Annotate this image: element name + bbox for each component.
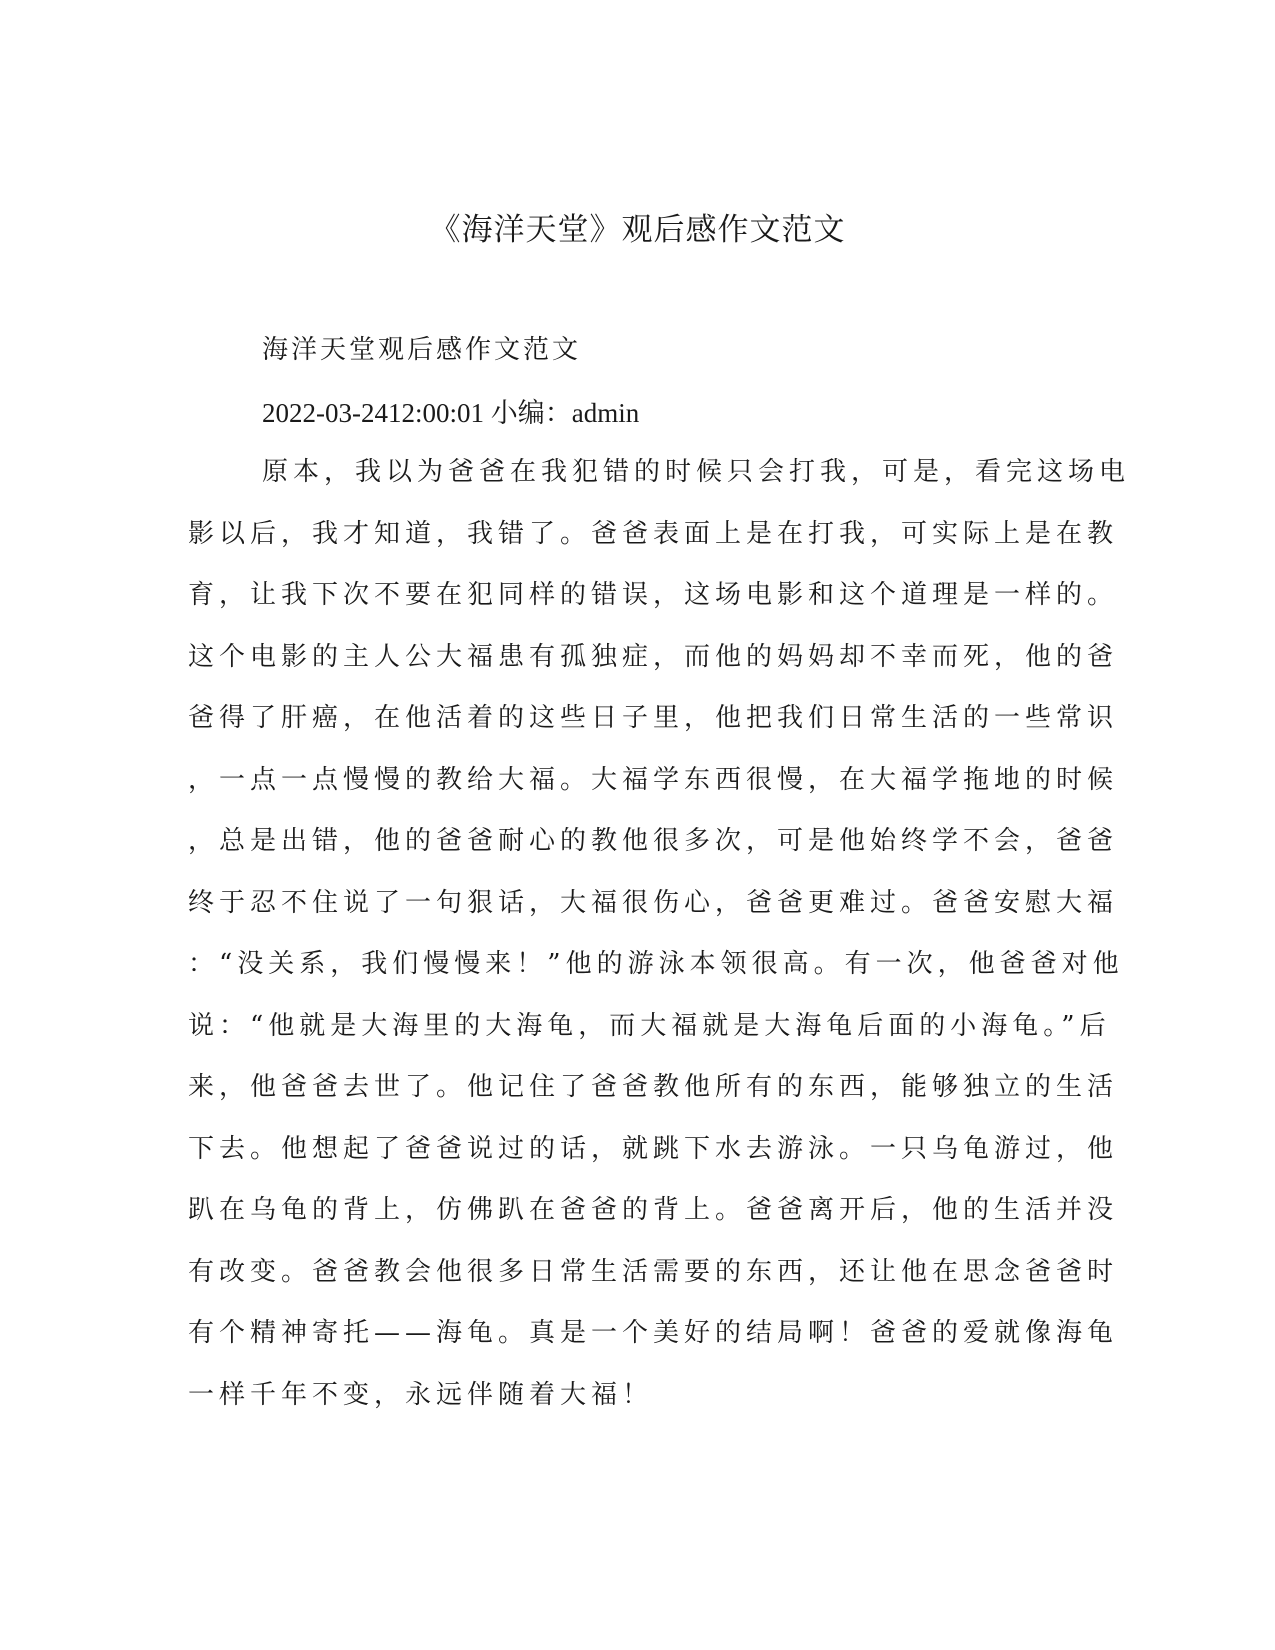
body-line: 终于忍不住说了一句狠话，大福很伤心，爸爸更难过。爸爸安慰大福 — [188, 887, 1119, 918]
body-line: 有个精神寄托——海龟。真是一个美好的结局啊！爸爸的爱就像海龟 — [188, 1318, 1119, 1348]
document-title: 《海洋天堂》观后感作文范文 — [429, 212, 846, 248]
body-line: ，一点一点慢慢的教给大福。大福学东西很慢，在大福学拖地的时候 — [188, 764, 1119, 795]
body-line: 影以后，我才知道，我错了。爸爸表面上是在打我，可实际上是在教 — [188, 518, 1119, 549]
body-line: 这个电影的主人公大福患有孤独症，而他的妈妈却不幸而死，他的爸 — [188, 641, 1119, 672]
body-line: 下去。他想起了爸爸说过的话，就跳下水去游泳。一只乌龟游过，他 — [188, 1133, 1119, 1164]
body-line: 爸得了肝癌，在他活着的这些日子里，他把我们日常生活的一些常识 — [188, 703, 1119, 733]
publish-meta: 2022-03-2412:00:01 小编：admin — [262, 398, 640, 428]
body-line: 一样千年不变，永远伴随着大福！ — [188, 1379, 654, 1410]
body-line: 趴在乌龟的背上，仿佛趴在爸爸的背上。爸爸离开后，他的生活并没 — [188, 1195, 1119, 1225]
body-line: ：“没关系，我们慢慢来！”他的游泳本领很高。有一次，他爸爸对他 — [188, 949, 1124, 979]
body-line: 来，他爸爸去世了。他记住了爸爸教他所有的东西，能够独立的生活 — [188, 1072, 1119, 1102]
body-line: 原本，我以为爸爸在我犯错的时候只会打我，可是，看完这场电 — [262, 457, 1131, 487]
document-subtitle: 海洋天堂观后感作文范文 — [262, 335, 582, 365]
body-line: 有改变。爸爸教会他很多日常生活需要的东西，还让他在思念爸爸时 — [188, 1256, 1119, 1287]
body-line: ，总是出错，他的爸爸耐心的教他很多次，可是他始终学不会，爸爸 — [188, 826, 1119, 856]
body-text — [188, 452, 1131, 1436]
body-line: 说：“他就是大海里的大海龟，而大福就是大海龟后面的小海龟。”后 — [188, 1010, 1111, 1041]
body-line: 育，让我下次不要在犯同样的错误，这场电影和这个道理是一样的。 — [188, 580, 1119, 610]
